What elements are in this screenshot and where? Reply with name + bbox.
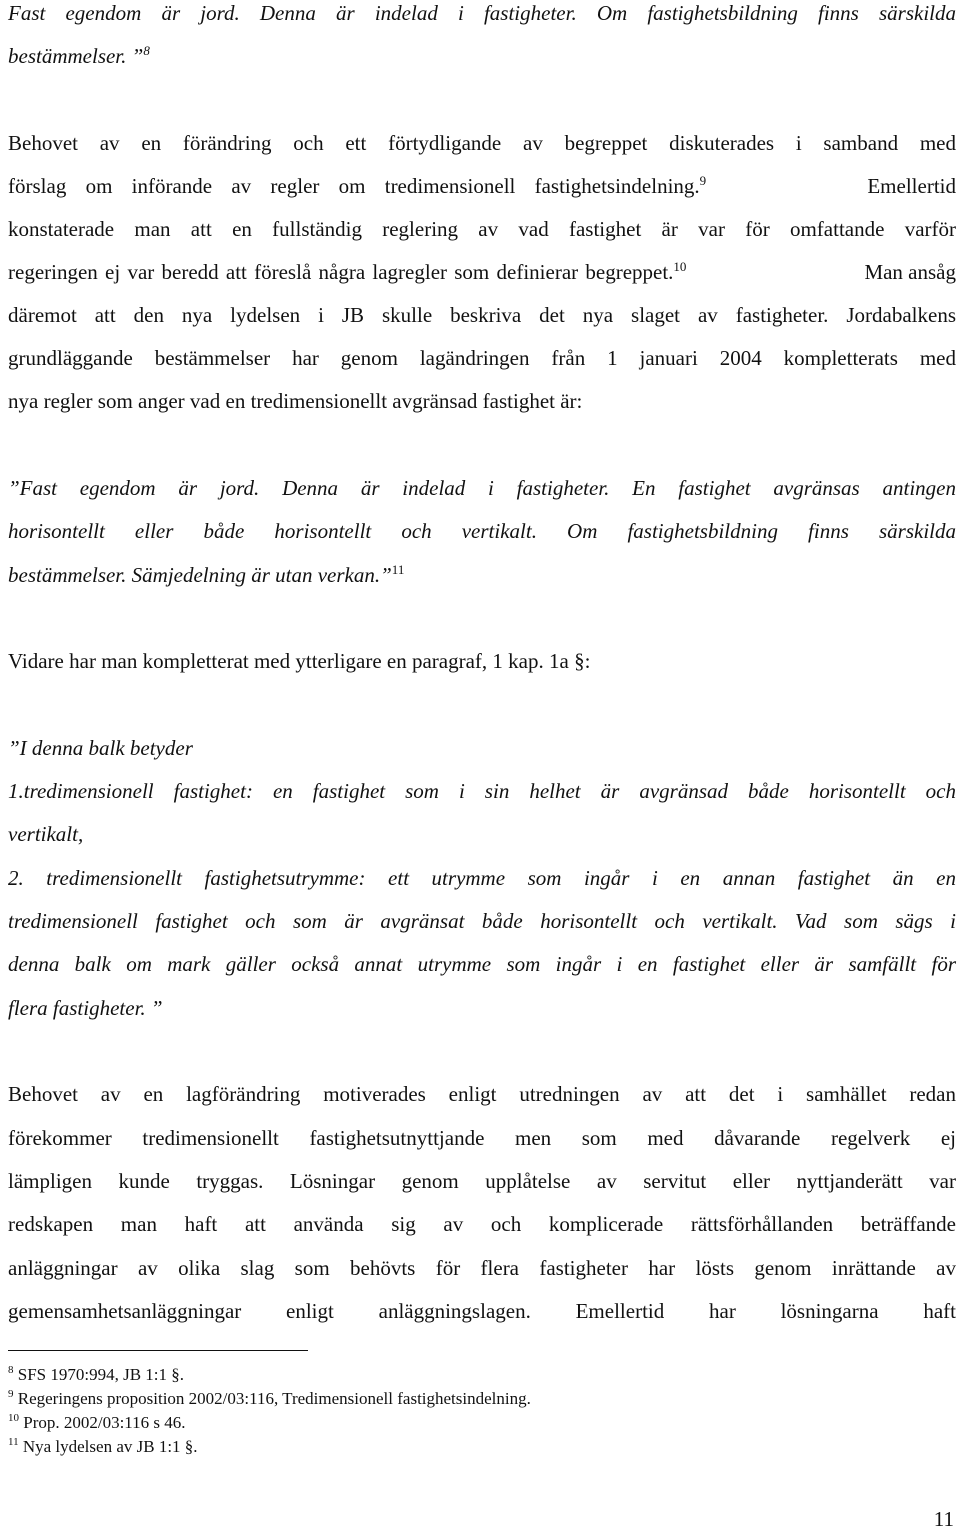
footnote-number: 8 bbox=[8, 1364, 14, 1376]
body-line bbox=[8, 259, 956, 285]
quote-line: Fast egendom är jord. Denna är indelad i fastigheter. Om fastighetsbildning finns särskilda bbox=[8, 1, 956, 25]
body-line: Behovet av en förändring och ett förtydligande av begreppet diskuterades i samband med bbox=[8, 131, 956, 155]
page-number: 11 bbox=[933, 1507, 954, 1531]
body-line: nya regler som anger vad en tredimensionellt avgränsad fastighet är: bbox=[8, 389, 583, 413]
quote-line: ”I denna balk betyder bbox=[8, 736, 193, 760]
footnote-ref: 8 bbox=[143, 43, 150, 58]
quote-line bbox=[8, 562, 404, 588]
quote-line: tredimensionell fastighet och som är avgränsat både horisontellt och vertikalt. Vad som sägs i bbox=[8, 909, 956, 933]
body-text: Man ansåg bbox=[864, 260, 956, 284]
body-line: anläggningar av olika slag som behövts för flera fastigheter har lösts genom inrättande av bbox=[8, 1256, 956, 1280]
body-line: förekommer tredimensionellt fastighetsutnyttjande men som med dåvarande regelverk ej bbox=[8, 1126, 956, 1150]
quote-text: bestämmelser. bbox=[8, 44, 127, 68]
body-line bbox=[8, 173, 956, 199]
footnote bbox=[8, 1386, 531, 1412]
body-line: Behovet av en lagförändring motiverades enligt utredningen av att det i samhället redan bbox=[8, 1082, 956, 1106]
body-line: redskapen man haft att använda sig av och komplicerade rättsförhållanden beträffande bbox=[8, 1212, 956, 1236]
quote-line: ”Fast egendom är jord. Denna är indelad i fastigheter. En fastighet avgränsas antingen bbox=[8, 476, 956, 500]
body-line: däremot att den nya lydelsen i JB skulle beskriva det nya slaget av fastigheter. Jordabalkens bbox=[8, 303, 956, 327]
footnote-ref: 9 bbox=[699, 173, 707, 188]
footnote-text: SFS 1970:994, JB 1:1 §. bbox=[17, 1365, 185, 1384]
quote-line: vertikalt, bbox=[8, 822, 84, 846]
footnote-number: 10 bbox=[8, 1412, 19, 1424]
footnote-ref: 11 bbox=[391, 562, 405, 577]
footnote-number: 9 bbox=[8, 1388, 14, 1400]
body-line: lämpligen kunde tryggas. Lösningar genom upplåtelse av servitut eller nyttjanderätt var bbox=[8, 1169, 956, 1193]
quote-line: 1.tredimensionell fastighet: en fastighet som i sin helhet är avgränsad både horisontellt och bbox=[8, 779, 956, 803]
body-line: konstaterade man att en fullständig reglering av vad fastighet är var för omfattande varför bbox=[8, 217, 956, 241]
quote-line: horisontellt eller både horisontellt och vertikalt. Om fastighetsbildning finns särskilda bbox=[8, 519, 956, 543]
footnote bbox=[8, 1434, 198, 1460]
footnote-separator bbox=[8, 1350, 308, 1351]
body-text: förslag om införande av regler om tredimensionell fastighetsindelning. bbox=[8, 174, 700, 198]
footnote-text: Nya lydelsen av JB 1:1 §. bbox=[22, 1437, 198, 1456]
quote-line bbox=[8, 43, 150, 69]
quote-line: denna balk om mark gäller också annat utrymme som ingår i en fastighet eller är samfällt för bbox=[8, 952, 956, 976]
quote-line: flera fastigheter. ” bbox=[8, 996, 163, 1020]
body-line: grundläggande bestämmelser har genom lagändringen från 1 januari 2004 kompletterats med bbox=[8, 346, 956, 370]
footnote bbox=[8, 1362, 184, 1388]
footnote-number: 11 bbox=[8, 1436, 19, 1448]
quote-close-mark: ” bbox=[380, 563, 392, 587]
footnote-text: Regeringens proposition 2002/03:116, Tredimensionell fastighetsindelning. bbox=[17, 1389, 531, 1408]
quote-close-mark: ” bbox=[131, 44, 144, 68]
quote-text: bestämmelser. Sämjedelning är utan verkan. bbox=[8, 563, 381, 587]
body-line: gemensamhetsanläggningar enligt anläggningslagen. Emellertid har lösningarna haft bbox=[8, 1299, 956, 1323]
footnote bbox=[8, 1410, 186, 1436]
body-text: regeringen ej var beredd att föreslå några lagregler som definierar begreppet. bbox=[8, 260, 674, 284]
footnote-text: Prop. 2002/03:116 s 46. bbox=[23, 1413, 186, 1432]
body-line: Vidare har man kompletterat med ytterligare en paragraf, 1 kap. 1a §: bbox=[8, 649, 591, 673]
quote-line: 2. tredimensionellt fastighetsutrymme: ett utrymme som ingår i en annan fastighet än en bbox=[8, 866, 956, 890]
footnote-ref: 10 bbox=[673, 259, 687, 274]
body-text: Emellertid bbox=[867, 174, 956, 198]
